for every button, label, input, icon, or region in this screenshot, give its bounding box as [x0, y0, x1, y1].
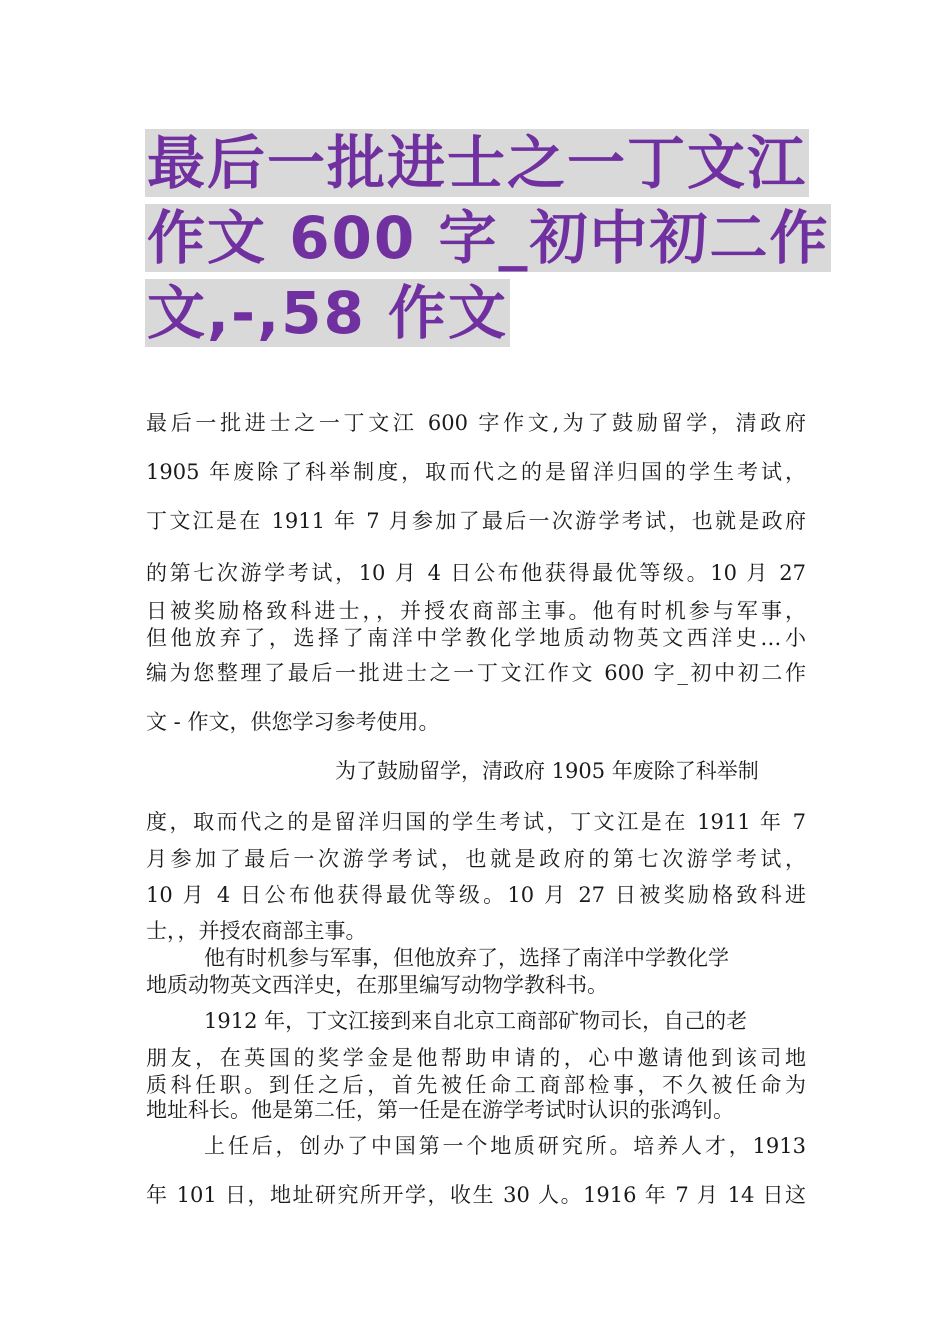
body-line: 编为您整理了最后一批进士之一丁文江作文 600 字_初中初二作: [146, 661, 806, 685]
body-line: 上任后，创办了中国第一个地质研究所。培养人才，1913: [204, 1134, 806, 1158]
body-line: 度，取而代之的是留洋归国的学生考试，丁文江是在 1911 年 7: [146, 810, 806, 834]
body-line: 文 - 作文，供您学习参考使用。: [146, 710, 440, 734]
body-line: 10 月 4 日公布他获得最优等级。10 月 27 日被奖励格致科进: [146, 883, 806, 907]
title-line: 最后一批进士之一丁文江: [147, 129, 808, 197]
body-line: 年 101 日，地址研究所开学，收生 30 人。1916 年 7 月 14 日这: [146, 1183, 806, 1207]
document-title: [145, 128, 830, 353]
body-line: 的第七次游学考试，10 月 4 日公布他获得最优等级。10 月 27: [146, 561, 806, 585]
body-line: 但他放弃了，选择了南洋中学教化学地质动物英文西洋史…小: [146, 626, 806, 650]
body-line: 朋友，在英国的奖学金是他帮助申请的，心中邀请他到该司地: [146, 1046, 806, 1070]
body-line: 地址科长。他是第二任，第一任是在游学考试时认识的张鸿钊。: [146, 1098, 734, 1122]
body-line: 丁文江是在 1911 年 7 月参加了最后一次游学考试，也就是政府: [146, 509, 806, 533]
body-line: 1912 年，丁文江接到来自北京工商部矿物司长，自己的老: [204, 1009, 748, 1033]
body-line: 月参加了最后一次游学考试，也就是政府的第七次游学考试，: [146, 847, 806, 871]
body-line: 最后一批进士之一丁文江 600 字作文,为了鼓励留学，清政府: [146, 411, 806, 435]
body-line: 他有时机参与军事，但他放弃了，选择了南洋中学教化学: [204, 946, 729, 970]
body-line: 为了鼓励留学，清政府 1905 年废除了科举制: [335, 759, 759, 783]
body-line: 1905 年废除了科举制度，取而代之的是留洋归国的学生考试，: [146, 460, 806, 484]
title-line: 作文 600 字_初中初二作: [147, 204, 830, 272]
body-line: 士，，并授农商部主事。: [146, 919, 367, 943]
body-line: 质科任职。到任之后，首先被任命工商部检事，不久被任命为: [146, 1073, 806, 1097]
body-line: 地质动物英文西洋史，在那里编写动物学教科书。: [146, 973, 608, 997]
body-line: 日被奖励格致科进士，，并授农商部主事。他有时机参与军事，: [146, 599, 806, 623]
title-line: 文,-,58 作文: [147, 279, 509, 347]
